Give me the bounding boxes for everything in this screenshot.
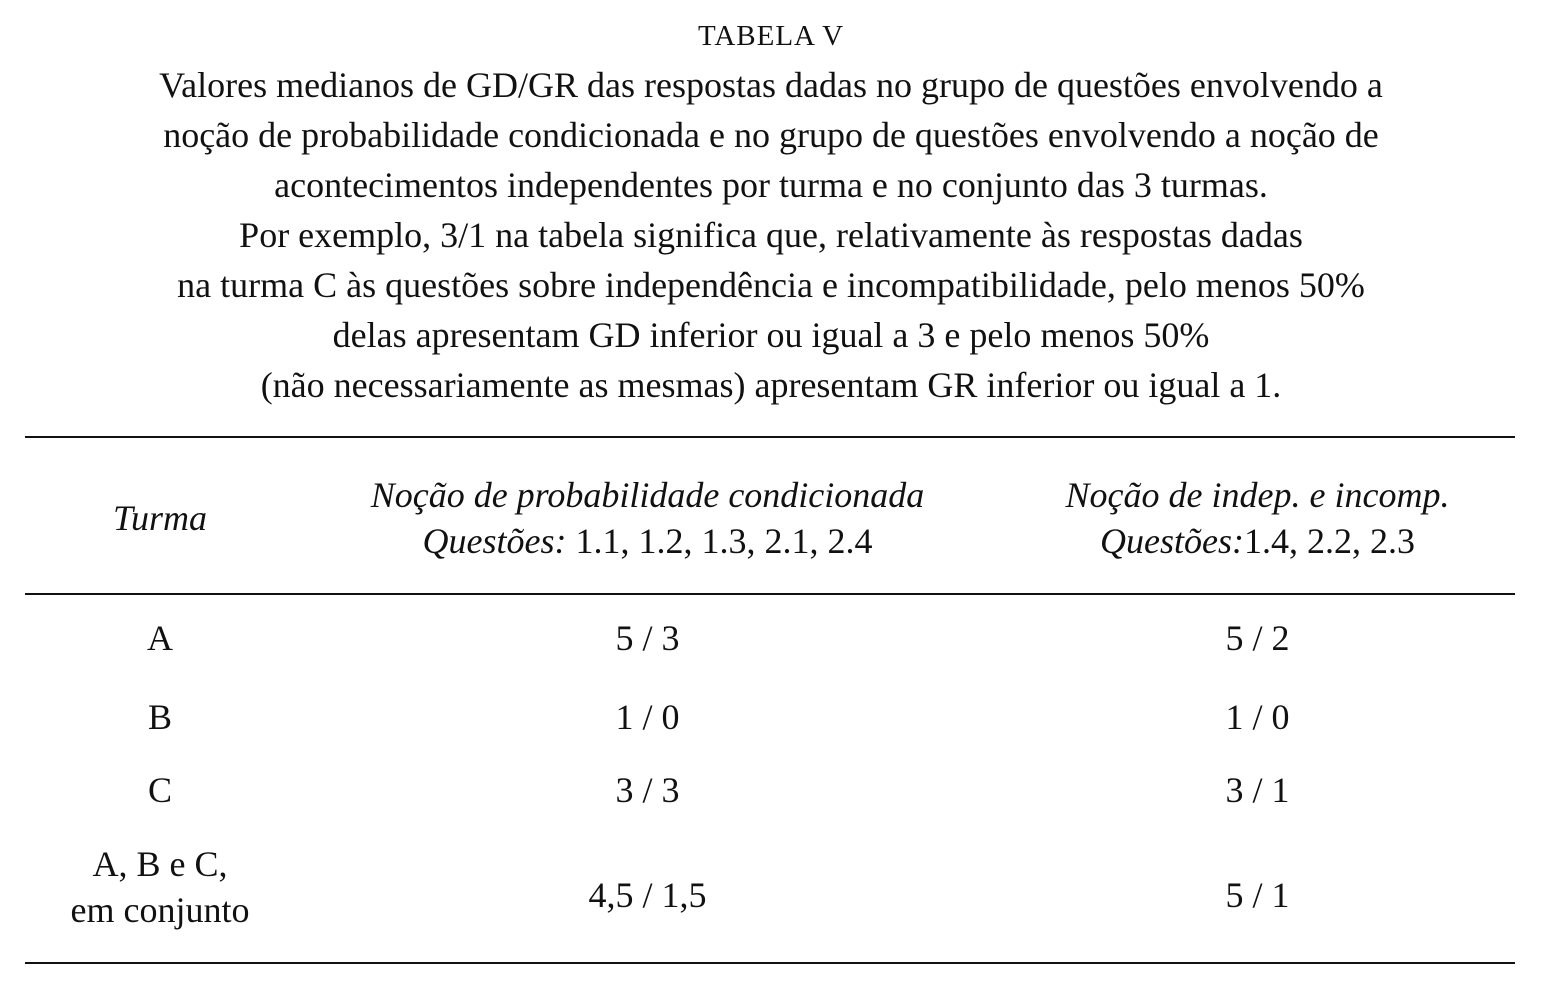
table-top-rule [25, 436, 1515, 438]
row-all-label-line2: em conjunto [70, 890, 250, 930]
caption-line: delas apresentam GD inferior ou igual a 3 e pelo menos 50% [332, 315, 1210, 355]
questions-label: Questões: [422, 521, 567, 561]
caption-line: Valores medianos de GD/GR das respostas dadas no grupo de questões envolvendo a [159, 65, 1383, 105]
row-turma-all [25, 841, 295, 933]
row-all-label-line1: A, B e C, [92, 844, 228, 884]
row-b-conditional-value: 1 / 0 [615, 697, 680, 737]
row-all-independence-value: 5 / 1 [1225, 875, 1290, 915]
header-conditional-title: Noção de probabilidade condicionada [370, 475, 925, 515]
header-independence-questions [1000, 518, 1515, 564]
caption-line: (não necessariamente as mesmas) apresentam GR inferior ou igual a 1. [260, 365, 1282, 405]
questions-list: 1.4, 2.2, 2.3 [1243, 521, 1415, 561]
row-turma-a: A [147, 618, 173, 658]
row-turma-c: C [147, 770, 172, 810]
table-bottom-rule [25, 962, 1515, 964]
row-a-conditional-value: 5 / 3 [615, 618, 680, 658]
row-a-independence-value: 5 / 2 [1225, 618, 1290, 658]
header-independence-title: Noção de indep. e incomp. [1065, 475, 1450, 515]
header-conditional-probability [300, 472, 995, 564]
row-c-independence-value: 3 / 1 [1225, 770, 1290, 810]
row-b-independence-value: 1 / 0 [1225, 697, 1290, 737]
header-independence [1000, 472, 1515, 564]
row-c-conditional-value: 3 / 3 [615, 770, 680, 810]
caption-line: Por exemplo, 3/1 na tabela significa que, relativamente às respostas dadas [239, 215, 1303, 255]
questions-label: Questões: [1100, 521, 1244, 561]
caption-line: na turma C às questões sobre independência e incompatibilidade, pelo menos 50% [177, 265, 1365, 305]
caption-line: noção de probabilidade condicionada e no grupo de questões envolvendo a noção de [163, 115, 1379, 155]
table-caption [0, 60, 1542, 410]
table-header-rule [25, 593, 1515, 595]
table-number: TABELA V [697, 20, 845, 52]
row-turma-b: B [147, 697, 172, 737]
header-conditional-questions [300, 518, 995, 564]
header-turma: Turma [112, 498, 208, 538]
questions-list: 1.1, 1.2, 1.3, 2.1, 2.4 [566, 521, 873, 561]
caption-line: acontecimentos independentes por turma e no conjunto das 3 turmas. [274, 165, 1268, 205]
row-all-conditional-value: 4,5 / 1,5 [588, 875, 707, 915]
